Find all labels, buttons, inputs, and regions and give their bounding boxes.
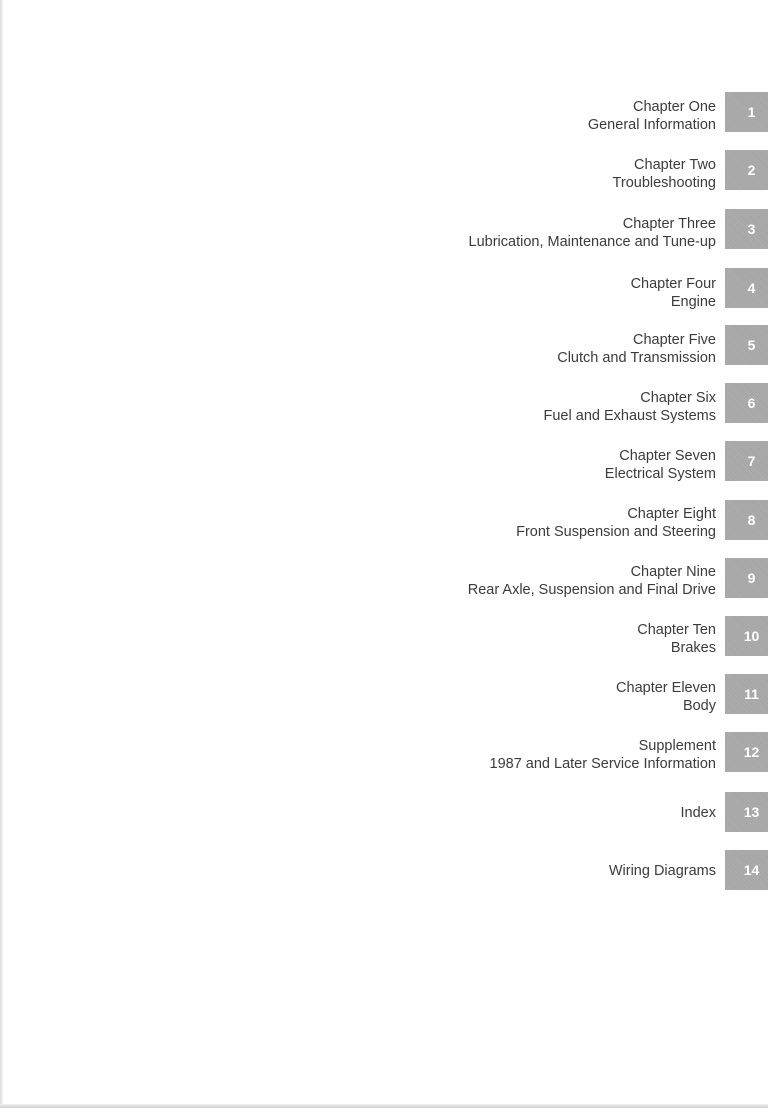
toc-entry-chapter-nine[interactable] bbox=[468, 563, 716, 599]
toc-entry-subtitle: Lubrication, Maintenance and Tune-up bbox=[468, 234, 716, 250]
toc-entry-subtitle: Electrical System bbox=[604, 466, 716, 482]
chapter-tab-7[interactable]: 7 bbox=[725, 441, 768, 481]
toc-entry-title: Chapter Four bbox=[630, 276, 716, 292]
toc-entry-title: Chapter Eleven bbox=[616, 680, 716, 696]
toc-entry-title: Chapter Seven bbox=[619, 448, 716, 464]
toc-entry-chapter-eight[interactable] bbox=[516, 505, 716, 541]
toc-entry-chapter-one[interactable] bbox=[588, 98, 716, 134]
chapter-tab-9[interactable]: 9 bbox=[725, 558, 768, 598]
toc-entry-subtitle: Body bbox=[682, 698, 716, 714]
toc-entry-supplement[interactable] bbox=[490, 737, 717, 773]
toc-entry-subtitle: Engine bbox=[670, 294, 716, 310]
toc-entry-title: Chapter Nine bbox=[630, 564, 716, 580]
toc-entry-chapter-two[interactable] bbox=[613, 156, 716, 192]
chapter-tab-13[interactable]: 13 bbox=[725, 792, 768, 832]
toc-entry-title: Chapter One bbox=[632, 99, 716, 115]
chapter-tab-1[interactable]: 1 bbox=[725, 92, 768, 132]
chapter-tab-14[interactable]: 14 bbox=[725, 850, 768, 890]
toc-entry-subtitle: Troubleshooting bbox=[612, 175, 716, 191]
toc-entry-chapter-ten[interactable] bbox=[637, 621, 716, 657]
toc-entry-chapter-seven[interactable] bbox=[605, 447, 716, 483]
toc-entry-subtitle: Brakes bbox=[670, 640, 716, 656]
toc-entry-title: Chapter Two bbox=[634, 157, 716, 173]
chapter-tab-4[interactable]: 4 bbox=[725, 268, 768, 308]
toc-entry-chapter-eleven[interactable] bbox=[616, 679, 716, 715]
toc-entry-title: Chapter Eight bbox=[627, 506, 716, 522]
chapter-tab-6[interactable]: 6 bbox=[725, 383, 768, 423]
toc-entry-title: Wiring Diagrams bbox=[608, 863, 716, 879]
toc-entry-wiring-diagrams[interactable] bbox=[609, 862, 716, 880]
toc-entry-subtitle: 1987 and Later Service Information bbox=[489, 756, 716, 772]
toc-entry-index[interactable] bbox=[681, 804, 716, 822]
toc-entry-title: Chapter Six bbox=[640, 390, 716, 406]
chapter-tab-10[interactable]: 10 bbox=[725, 616, 768, 656]
toc-entry-subtitle: Front Suspension and Steering bbox=[516, 524, 716, 540]
page-left-edge bbox=[0, 0, 3, 1108]
chapter-tab-2[interactable]: 2 bbox=[725, 150, 768, 190]
chapter-tab-3[interactable]: 3 bbox=[725, 209, 768, 249]
toc-entry-chapter-three[interactable] bbox=[469, 215, 716, 251]
page-bottom-edge bbox=[0, 1104, 768, 1108]
toc-entry-subtitle: Rear Axle, Suspension and Final Drive bbox=[467, 582, 716, 598]
chapter-tab-11[interactable]: 11 bbox=[725, 674, 768, 714]
chapter-tab-8[interactable]: 8 bbox=[725, 500, 768, 540]
toc-entry-title: Chapter Five bbox=[632, 332, 716, 348]
toc-entry-chapter-four[interactable] bbox=[631, 275, 716, 311]
toc-entry-title: Supplement bbox=[638, 738, 716, 754]
toc-entry-chapter-five[interactable] bbox=[557, 331, 716, 367]
toc-entry-title: Chapter Ten bbox=[637, 622, 716, 638]
toc-entry-subtitle: Clutch and Transmission bbox=[557, 350, 716, 366]
toc-entry-chapter-six[interactable] bbox=[544, 389, 716, 425]
toc-entry-title: Chapter Three bbox=[622, 216, 716, 232]
chapter-tab-5[interactable]: 5 bbox=[725, 325, 768, 365]
toc-entry-subtitle: Fuel and Exhaust Systems bbox=[543, 408, 716, 424]
toc-entry-title: Index bbox=[680, 805, 716, 821]
toc-entry-subtitle: General Information bbox=[587, 117, 716, 133]
chapter-tab-12[interactable]: 12 bbox=[725, 732, 768, 772]
